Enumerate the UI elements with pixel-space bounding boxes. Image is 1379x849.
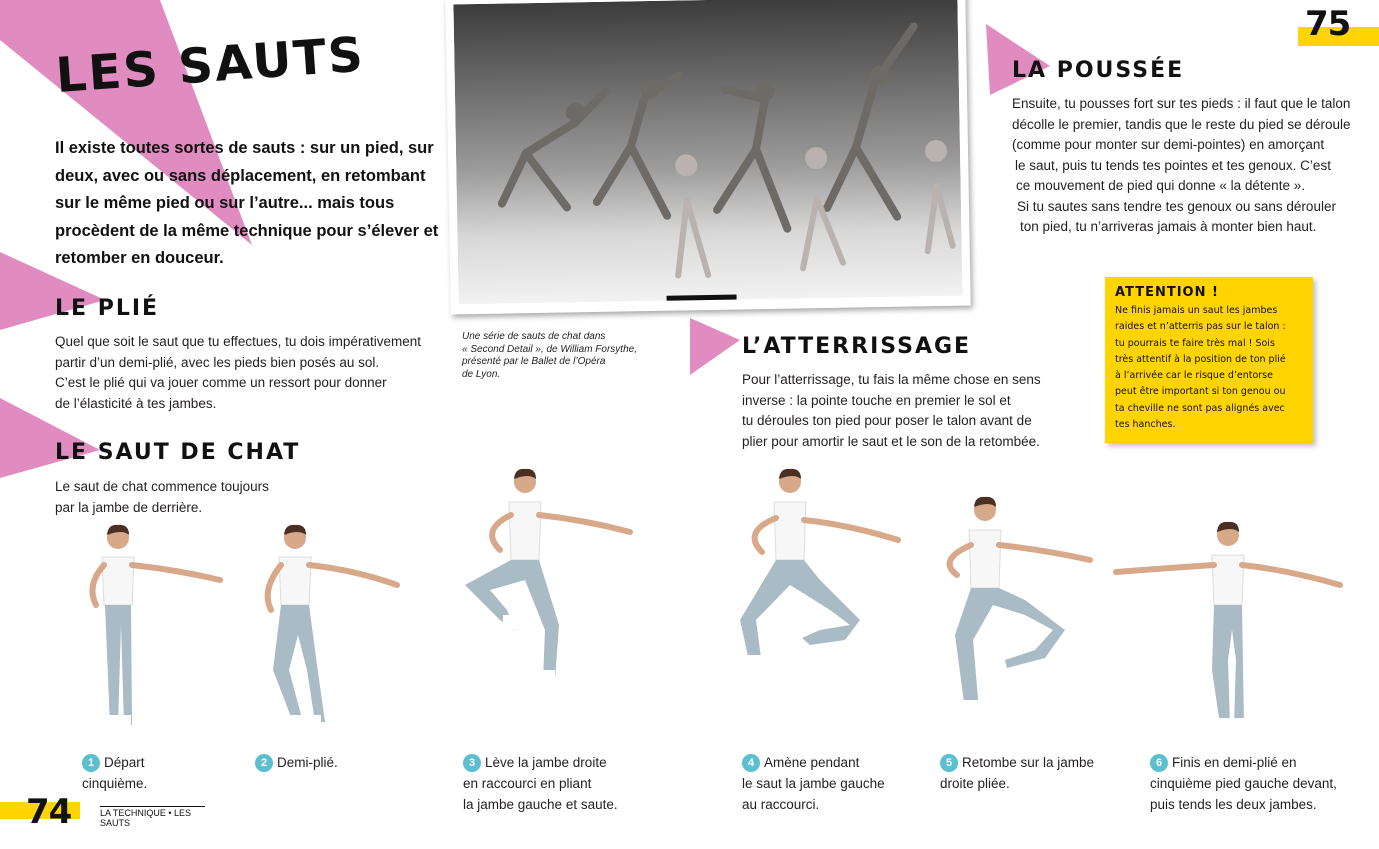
step-4-caption: 4 Amène pendant le saut la jambe gauche au raccourci. xyxy=(742,755,885,812)
dancer-5 xyxy=(950,497,1090,718)
dancer-4 xyxy=(740,469,898,681)
page-number-left: 74 xyxy=(26,792,72,832)
running-head: LA TECHNIQUE • LES SAUTS xyxy=(100,806,205,828)
step-1-badge: 1 xyxy=(82,754,100,772)
step-2-caption: 2 Demi-plié. xyxy=(255,752,415,773)
step-4-badge: 4 xyxy=(742,754,760,772)
step-5-badge: 5 xyxy=(940,754,958,772)
plie-text: Quel que soit le saut que tu effectues, tu dois impérativement partir d’un demi-plié, avec les pieds bien posés au sol. C’est le plié qui va jouer comme un ressort pour donner de l’élasticité à tes jambes. xyxy=(55,334,421,411)
step-3-caption: 3 Lève la jambe droite en raccourci en pliant la jambe gauche et saute. xyxy=(463,755,618,812)
saut-de-chat-heading: LE SAUT DE CHAT xyxy=(55,440,301,465)
step-5-caption: 5 Retombe sur la jambe droite pliée. xyxy=(940,755,1095,791)
ballet-photo xyxy=(445,0,970,315)
saut-de-chat-text: Le saut de chat commence toujours par la jambe de derrière. xyxy=(55,479,269,515)
step-2-badge: 2 xyxy=(255,754,273,772)
step-1-caption: 1 Départ cinquième. xyxy=(82,755,148,791)
atterrissage-heading: L’ATTERRISSAGE xyxy=(742,334,972,359)
step-6-caption: 6 Finis en demi-plié en cinquième pied gauche devant, puis tends les deux jambes. xyxy=(1150,755,1337,812)
intro-paragraph: Il existe toutes sortes de sauts : sur un pied, sur deux, avec ou sans déplacement, en retombant sur le même pied ou sur l’autre... mais tous procèdent de la même technique pour s’élever et retomber en douceur. xyxy=(55,139,439,267)
dancer-sequence xyxy=(0,460,1379,760)
photo-caption: Une série de sauts de chat dans « Second Detail », de William Forsythe, présenté par le Ballet de l’Opéra de Lyon. xyxy=(462,331,637,380)
step-6-badge: 6 xyxy=(1150,754,1168,772)
page-number-right: 75 xyxy=(1305,4,1351,44)
dancer-1 xyxy=(92,525,220,729)
step-3-badge: 3 xyxy=(463,754,481,772)
plie-heading: LE PLIÉ xyxy=(55,296,160,321)
poussee-text: Ensuite, tu pousses fort sur tes pieds : il faut que le talon décolle le premier, tandis que le reste du pied se déroule (comme pour monter sur demi-pointes) en amorçant le saut, puis tu tends tes pointes et tes genoux. C’est ce mouvement de pied qui donne « la détente ». Si tu sautes sans tendre tes genoux ou sans dérouler ton pied, tu n’arriveras jamais à monter bien haut. xyxy=(1012,96,1351,234)
attention-box xyxy=(1105,277,1313,443)
atterrissage-text: Pour l’atterrissage, tu fais la même chose en sens inverse : la pointe touche en premier le sol et tu déroules ton pied pour poser le talon avant de plier pour amortir le saut et le son de la retombée. xyxy=(742,372,1041,449)
dancer-2 xyxy=(268,525,397,727)
dancer-6 xyxy=(1116,522,1340,730)
poussee-heading: LA POUSSÉE xyxy=(1012,58,1185,83)
attention-text: Ne finis jamais un saut les jambes raides et n’atterris pas sur le talon : tu pourrais te faire très mal ! Sois très attentif à la position de ton plié à l’arrivée car le risque d’entorse peut être important si ton genou ou ta cheville ne sont pas alignés avec tes hanches. xyxy=(1115,305,1286,431)
dancer-3 xyxy=(465,469,630,692)
attention-title: ATTENTION ! xyxy=(1115,285,1219,300)
page-title: LES SAUTS xyxy=(54,26,367,105)
ballet-photo-image xyxy=(453,0,962,304)
